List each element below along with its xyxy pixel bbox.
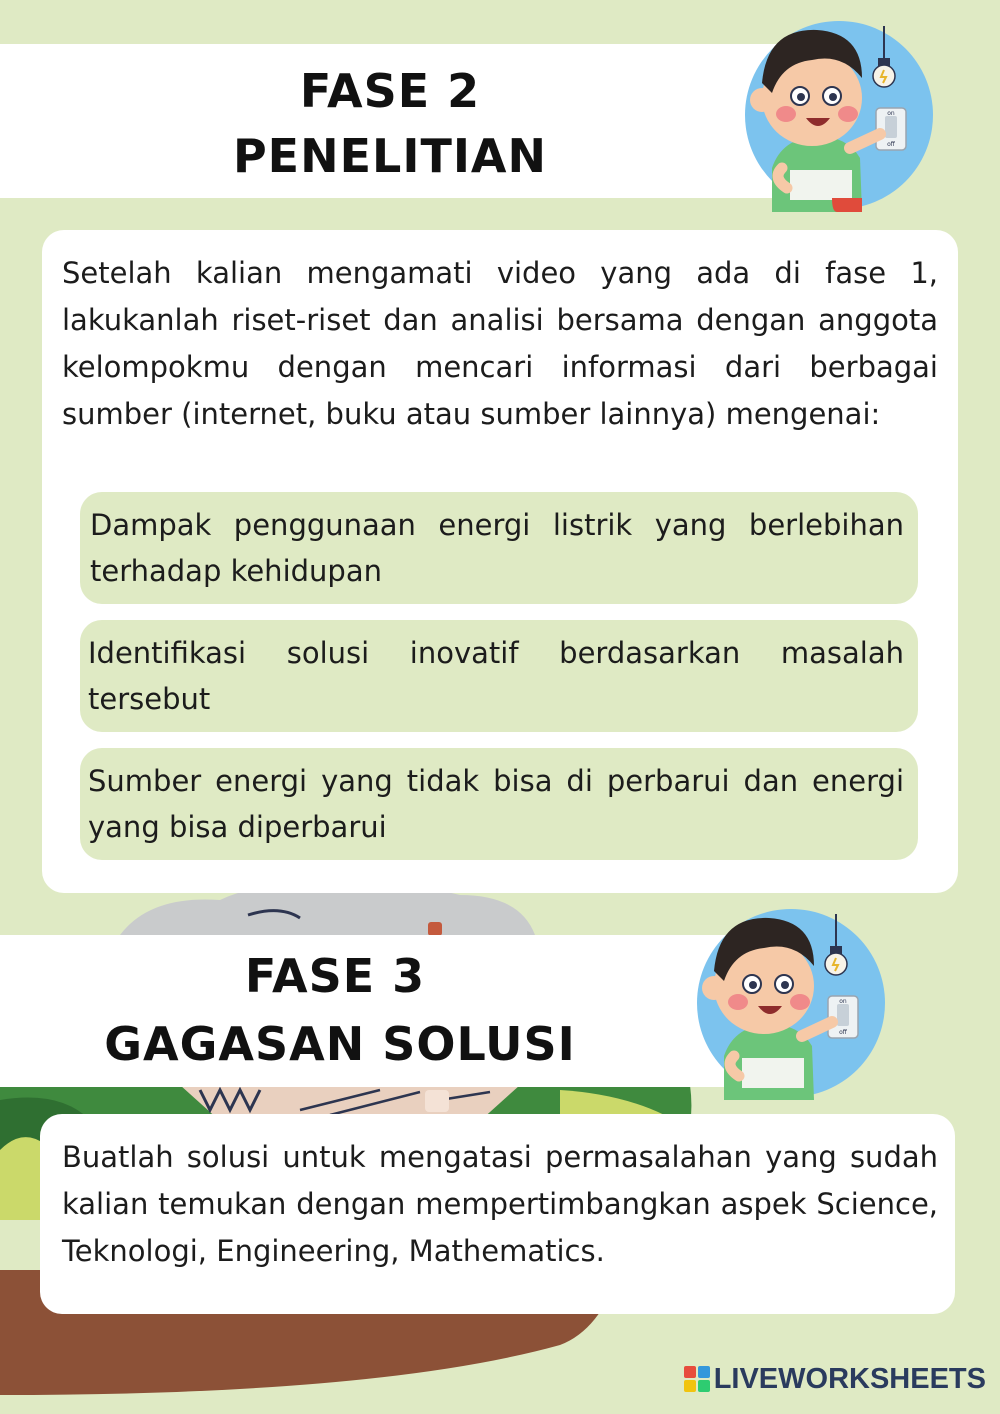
switch-off-label: off [839, 1029, 847, 1036]
liveworksheets-logo-icon [684, 1366, 710, 1392]
fase2-panel [42, 230, 958, 893]
research-item-text: Identifikasi solusi inovatif berdasarkan masalah tersebut [88, 636, 904, 716]
fase3-subtitle: GAGASAN SOLUSI [104, 1017, 576, 1071]
fase2-subtitle: PENELITIAN [232, 129, 548, 183]
research-item-text: Dampak penggunaan energi listrik yang berlebihan terhadap kehidupan [90, 508, 904, 588]
fase2-banner [0, 44, 790, 198]
boy-switch-illustration-icon [694, 906, 888, 1100]
switch-off-label: off [887, 141, 895, 148]
fase3-text: Buatlah solusi untuk mengatasi permasalahan yang sudah kalian temukan dengan mempertimbangkan aspek Science, Teknologi, Engineering, Mathematics. [62, 1140, 938, 1268]
liveworksheets-logo: LIVEWORKSHEETS [713, 1363, 986, 1395]
research-item [80, 492, 918, 604]
fase2-title: FASE 2 [299, 64, 481, 118]
fase2-intro-text: Setelah kalian mengamati video yang ada di fase 1, lakukanlah riset-riset dan analisi bersama dengan anggota kelompokmu dengan mencari informasi dari berbagai sumber (internet, buku atau sumber lainnya) mengenai: [62, 256, 938, 431]
research-item [80, 748, 918, 860]
research-item-text: Sumber energi yang tidak bisa di perbarui dan energi yang bisa diperbarui [88, 764, 904, 844]
fase3-panel [40, 1114, 955, 1314]
switch-on-label: on [887, 110, 895, 117]
fase3-title: FASE 3 [244, 949, 426, 1003]
research-item [80, 620, 918, 732]
boy-switch-illustration-icon [742, 18, 936, 212]
switch-on-label: on [839, 998, 847, 1005]
fase3-banner [0, 935, 755, 1087]
